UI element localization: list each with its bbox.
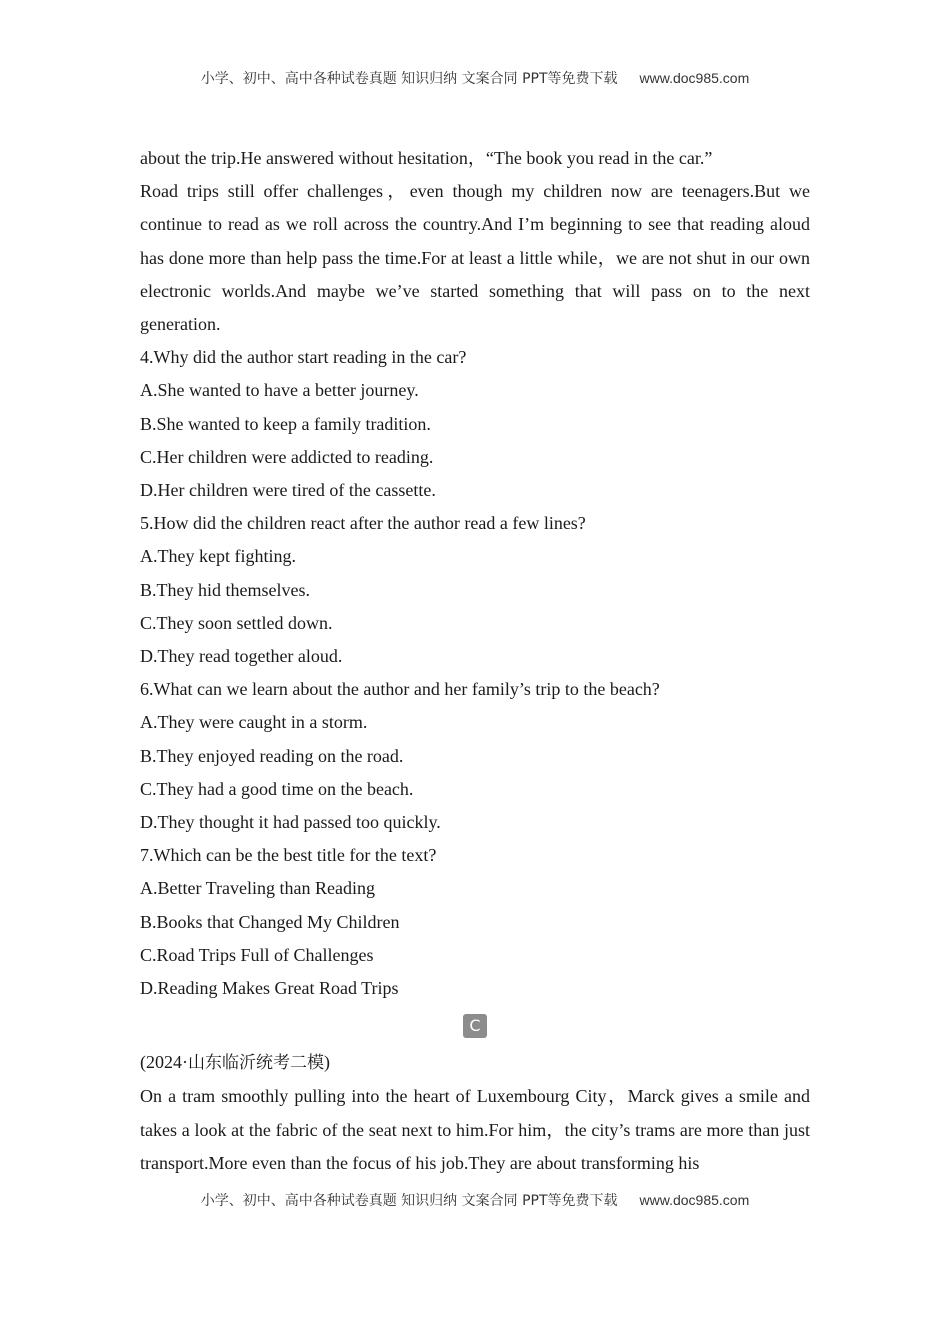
- question-option: B.Books that Changed My Children: [140, 911, 400, 932]
- passage-paragraph: Road trips still offer challenges，even though my children now are teenagers.But we continue to read as we roll across the country.And I’m beginning to see that reading aloud has done more than help pass the time.For at least a little while，we are not shut in our own electronic worlds.And maybe we’ve started something that will pass on to the next generation.: [140, 181, 810, 335]
- question-option: C.They soon settled down.: [140, 612, 333, 633]
- document-body: [140, 142, 810, 1180]
- passage-source: [140, 1046, 810, 1080]
- section-c-badge: C: [463, 1014, 487, 1038]
- question-option: D.Her children were tired of the cassette.: [140, 480, 436, 501]
- question-option: D.They thought it had passed too quickly.: [140, 812, 441, 833]
- question-7: [140, 839, 810, 1005]
- page-header: [0, 68, 950, 88]
- question-option: B.She wanted to keep a family tradition.: [140, 413, 431, 434]
- question-option: D.They read together aloud.: [140, 646, 343, 667]
- section-c-paragraph: On a tram smoothly pulling into the heart of Luxembourg City，Marck gives a smile and takes a look at the fabric of the seat next to him.For him，the city’s trams are more than just transport.More even than the focus of his job.They are about transforming his: [140, 1086, 810, 1173]
- question-option: A.They were caught in a storm.: [140, 712, 368, 733]
- page-footer: [0, 1190, 950, 1210]
- question-option: A.They kept fighting.: [140, 546, 296, 567]
- question-option: B.They enjoyed reading on the road.: [140, 745, 404, 766]
- question-stem: 4.Why did the author start reading in the car?: [140, 347, 467, 368]
- question-option: B.They hid themselves.: [140, 579, 310, 600]
- header-site-link[interactable]: www.doc985.com: [639, 70, 750, 86]
- question-option: A.She wanted to have a better journey.: [140, 380, 419, 401]
- question-option: C.Road Trips Full of Challenges: [140, 944, 374, 965]
- footer-site-link[interactable]: www.doc985.com: [639, 1192, 750, 1208]
- question-option: C.They had a good time on the beach.: [140, 778, 414, 799]
- source-close: ): [324, 1052, 330, 1073]
- source-open: (2024·: [140, 1052, 188, 1073]
- header-text: 小学、初中、高中各种试卷真题 知识归纳 文案合同 PPT等免费下载: [200, 71, 618, 87]
- question-option: D.Reading Makes Great Road Trips: [140, 978, 399, 999]
- question-4: [140, 341, 810, 507]
- section-c-marker: [140, 1006, 810, 1046]
- question-5: [140, 507, 810, 673]
- question-stem: 7.Which can be the best title for the text?: [140, 845, 437, 866]
- question-stem: 6.What can we learn about the author and her family’s trip to the beach?: [140, 679, 660, 700]
- passage-paragraph: about the trip.He answered without hesitation，“The book you read in the car.”: [140, 148, 713, 168]
- question-6: [140, 673, 810, 839]
- source-cjk: 山东临沂统考二模: [188, 1053, 324, 1074]
- question-stem: 5.How did the children react after the author read a few lines?: [140, 513, 586, 534]
- question-option: A.Better Traveling than Reading: [140, 878, 375, 899]
- question-option: C.Her children were addicted to reading.: [140, 446, 434, 467]
- footer-text: 小学、初中、高中各种试卷真题 知识归纳 文案合同 PPT等免费下载: [200, 1193, 618, 1209]
